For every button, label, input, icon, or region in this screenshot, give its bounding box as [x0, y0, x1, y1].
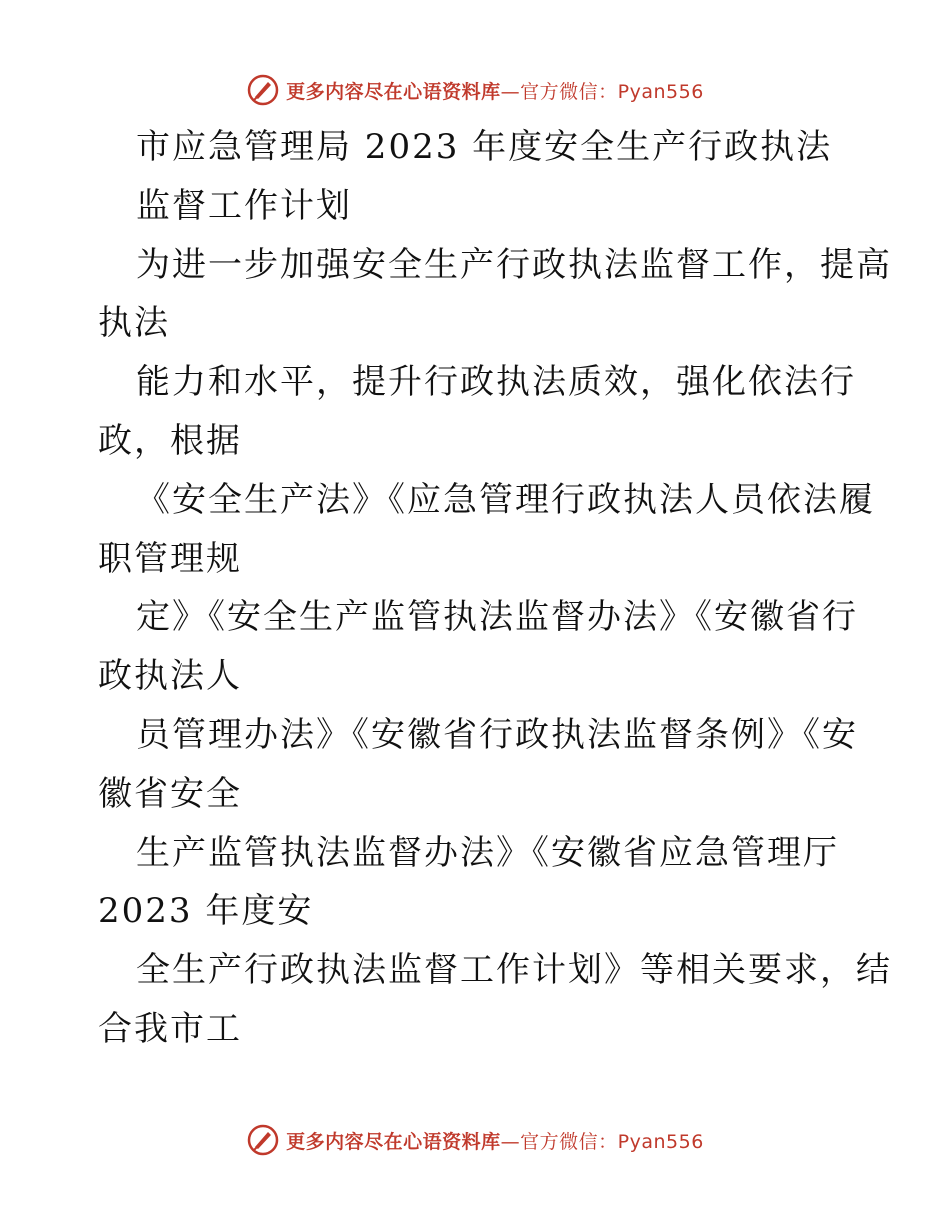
document-text-line: 执法 [98, 303, 170, 344]
footer-watermark-banner [0, 1120, 950, 1160]
document-text-line: 2023 年度安 [98, 891, 314, 932]
document-text-line: 生产监管执法监督办法》《安徽省应急管理厅 [136, 832, 839, 873]
header-watermark-banner [0, 70, 950, 110]
document-text-line: 合我市工 [98, 1008, 242, 1049]
document-title-line: 监督工作计划 [136, 185, 352, 226]
document-text-line: 职管理规 [98, 538, 242, 579]
document-body [98, 118, 892, 1059]
document-text-line: 政，根据 [98, 420, 242, 461]
watermark-text: 更多内容尽在心语资料库—官方微信：Pyan556 [286, 1130, 704, 1153]
quill-pen-logo-icon [246, 1123, 280, 1157]
document-text-line: 政执法人 [98, 656, 242, 697]
watermark-text: 更多内容尽在心语资料库—官方微信：Pyan556 [286, 80, 704, 103]
document-text-line: 定》《安全生产监管执法监督办法》《安徽省行 [136, 597, 858, 638]
quill-pen-logo-icon [246, 73, 280, 107]
document-text-line: 《安全生产法》《应急管理行政执法人员依法履 [136, 479, 875, 520]
document-text-line: 为进一步加强安全生产行政执法监督工作，提高 [136, 244, 892, 285]
document-text-line: 员管理办法》《安徽省行政执法监督条例》《安 [136, 714, 858, 755]
document-text-line: 徽省安全 [98, 773, 242, 814]
document-title-line: 市应急管理局 2023 年度安全生产行政执法 [136, 127, 833, 167]
document-text-line: 全生产行政执法监督工作计划》等相关要求，结 [136, 950, 892, 991]
document-text-line: 能力和水平，提升行政执法质效，强化依法行 [136, 362, 856, 403]
